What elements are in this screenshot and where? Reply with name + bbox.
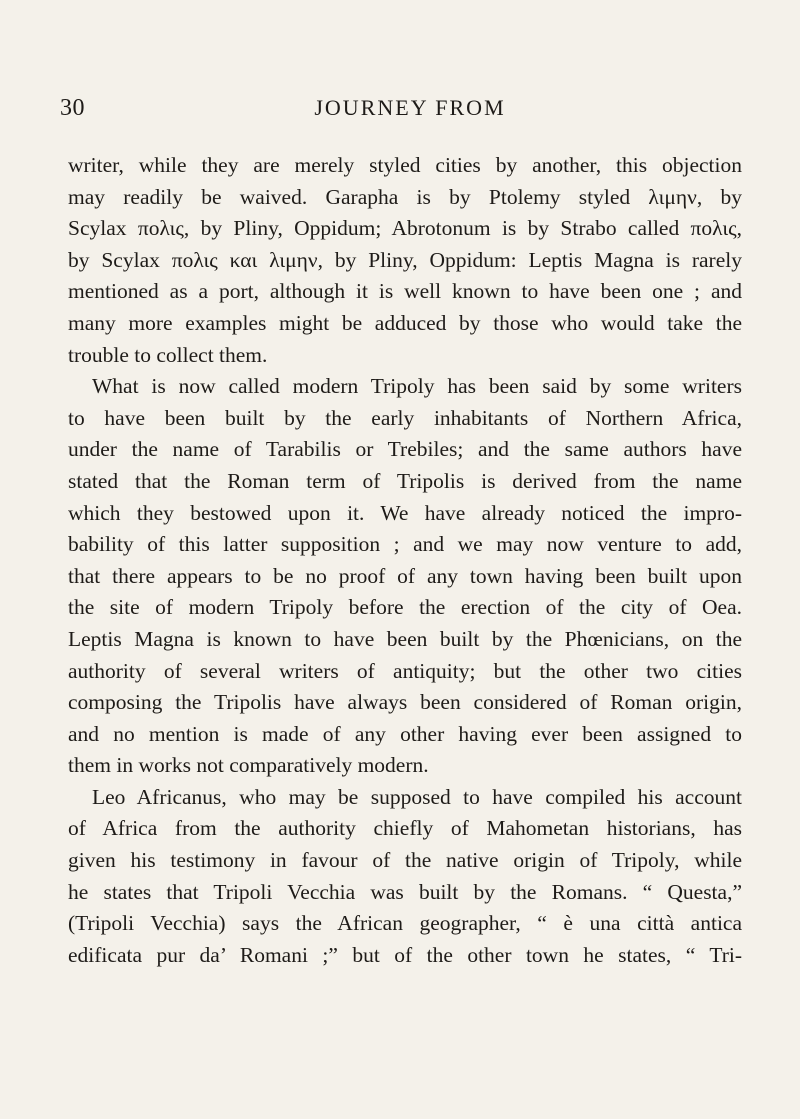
text-line: Scylax πολις, by Pliny, Oppidum; Abrotonum is by Strabo called πολις, [68,216,742,241]
text-line: that there appears to be no proof of any town having been built upon [68,563,742,588]
text-line: the site of modern Tripoly before the erection of the city of Oea. [68,595,742,620]
text-line: which they bestowed upon it. We have already noticed the impro- [68,500,742,525]
page-number: 30 [60,95,85,121]
text-line: to have been built by the early inhabitants of Northern Africa, [68,405,742,430]
text-line: Leptis Magna is known to have been built by the Phœnicians, on the [68,626,742,651]
text-line: Leo Africanus, who may be supposed to have compiled his account [92,784,742,809]
text-line: given his testimony in favour of the native origin of Tripoly, while [68,848,742,873]
text-line: under the name of Tarabilis or Trebiles; and the same authors have [68,437,742,462]
text-line: many more examples might be adduced by those who would take the [68,310,742,335]
text-line: mentioned as a port, although it is well known to have been one ; and [68,279,742,304]
text-line: he states that Tripoli Vecchia was built by the Romans. “ Questa,” [68,879,742,904]
text-line: stated that the Roman term of Tripolis is derived from the name [68,468,742,493]
text-line: of Africa from the authority chiefly of Mahometan historians, has [68,816,742,841]
text-line: may readily be waived. Garapha is by Ptolemy styled λιμην, by [68,184,742,209]
running-head: JOURNEY FROM [314,95,506,120]
text-line: (Tripoli Vecchia) says the African geographer, “ è una città antica [68,911,742,936]
text-line: authority of several writers of antiquity; but the other two cities [68,658,742,683]
text-line: edificata pur da’ Romani ;” but of the other town he states, “ Tri- [68,942,742,967]
body-text [68,150,742,971]
text-line: trouble to collect them. [68,342,268,367]
text-line: What is now called modern Tripoly has been said by some writers [92,374,742,399]
text-line: and no mention is made of any other having ever been assigned to [68,721,742,746]
text-line: them in works not comparatively modern. [68,753,429,778]
text-line: writer, while they are merely styled cities by another, this objection [68,153,742,177]
text-line: by Scylax πολις και λιμην, by Pliny, Oppidum: Leptis Magna is rarely [68,247,742,272]
text-line: bability of this latter supposition ; and we may now venture to add, [68,532,742,557]
text-line: composing the Tripolis have always been considered of Roman origin, [68,690,742,715]
